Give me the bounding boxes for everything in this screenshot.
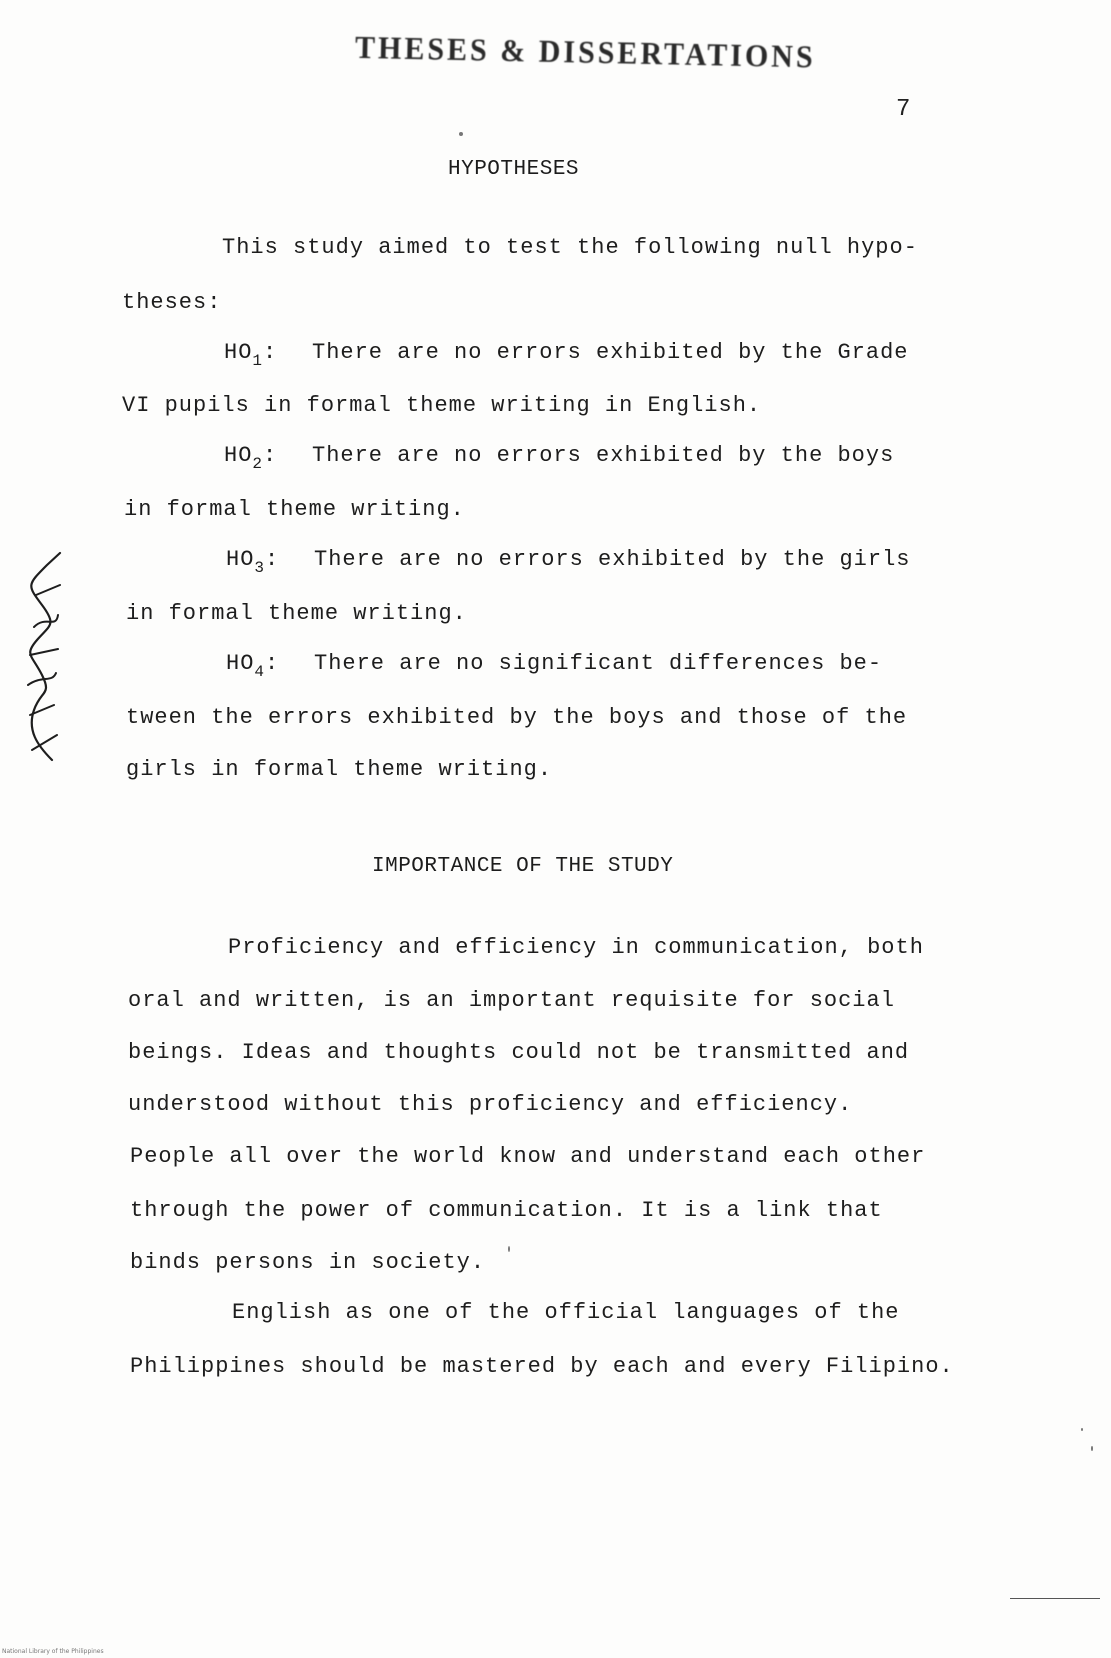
importance-p1-line-7: binds persons in society.	[130, 1250, 486, 1275]
hypothesis-4-text: There are no significant differences be-	[314, 651, 883, 676]
hypothesis-4-label: $HO_4$:	[226, 651, 280, 681]
scan-speck	[1091, 1446, 1093, 1451]
importance-p1-line-1: Proficiency and efficiency in communication, both	[228, 935, 924, 960]
hypothesis-3-label: $HO_3$:	[226, 547, 280, 577]
importance-heading: IMPORTANCE OF THE STUDY	[372, 855, 674, 878]
page-number: 7	[896, 96, 911, 123]
hypothesis-4	[226, 651, 882, 681]
hypothesis-2	[224, 443, 894, 473]
hypotheses-intro-line-1: This study aimed to test the following null hypo-	[222, 235, 918, 260]
importance-p1-line-6: through the power of communication. It is a link that	[130, 1198, 883, 1223]
scan-speck	[459, 132, 463, 136]
hypothesis-2-text: There are no errors exhibited by the boys	[312, 443, 895, 468]
theses-stamp: THESES & DISSERTATIONS	[354, 30, 816, 75]
scan-speck	[508, 1246, 510, 1252]
footer-text: National Library of the Philippines	[2, 1648, 104, 1655]
hypothesis-1-label: $HO_1$:	[224, 340, 278, 370]
hypothesis-3-continued: in formal theme writing.	[126, 601, 467, 626]
hypotheses-intro-line-2: theses:	[122, 290, 222, 315]
handwritten-margin-note	[12, 545, 72, 775]
hypothesis-1-text: There are no errors exhibited by the Grade	[312, 340, 909, 365]
importance-p2-line-2: Philippines should be mastered by each and every Filipino.	[130, 1354, 954, 1379]
hypotheses-heading: HYPOTHESES	[448, 158, 580, 181]
hypothesis-3	[226, 547, 911, 577]
importance-p1-line-3: beings. Ideas and thoughts could not be transmitted and	[128, 1040, 910, 1065]
scan-speck	[1081, 1428, 1083, 1431]
importance-p1-line-4: understood without this proficiency and efficiency.	[128, 1092, 853, 1117]
footer-rule	[1010, 1598, 1100, 1599]
hypothesis-1-continued: VI pupils in formal theme writing in English.	[122, 393, 762, 418]
importance-p1-line-5: People all over the world know and understand each other	[130, 1144, 926, 1169]
hypothesis-2-label: $HO_2$:	[224, 443, 278, 473]
hypothesis-3-text: There are no errors exhibited by the girls	[314, 547, 911, 572]
hypothesis-1	[224, 340, 909, 370]
importance-p2-line-1: English as one of the official languages of the	[232, 1300, 900, 1325]
hypothesis-4-continued-2: girls in formal theme writing.	[126, 757, 553, 782]
hypothesis-2-continued: in formal theme writing.	[124, 497, 465, 522]
importance-p1-line-2: oral and written, is an important requisite for social	[128, 988, 895, 1013]
hypothesis-4-continued-1: tween the errors exhibited by the boys and those of the	[126, 705, 908, 730]
